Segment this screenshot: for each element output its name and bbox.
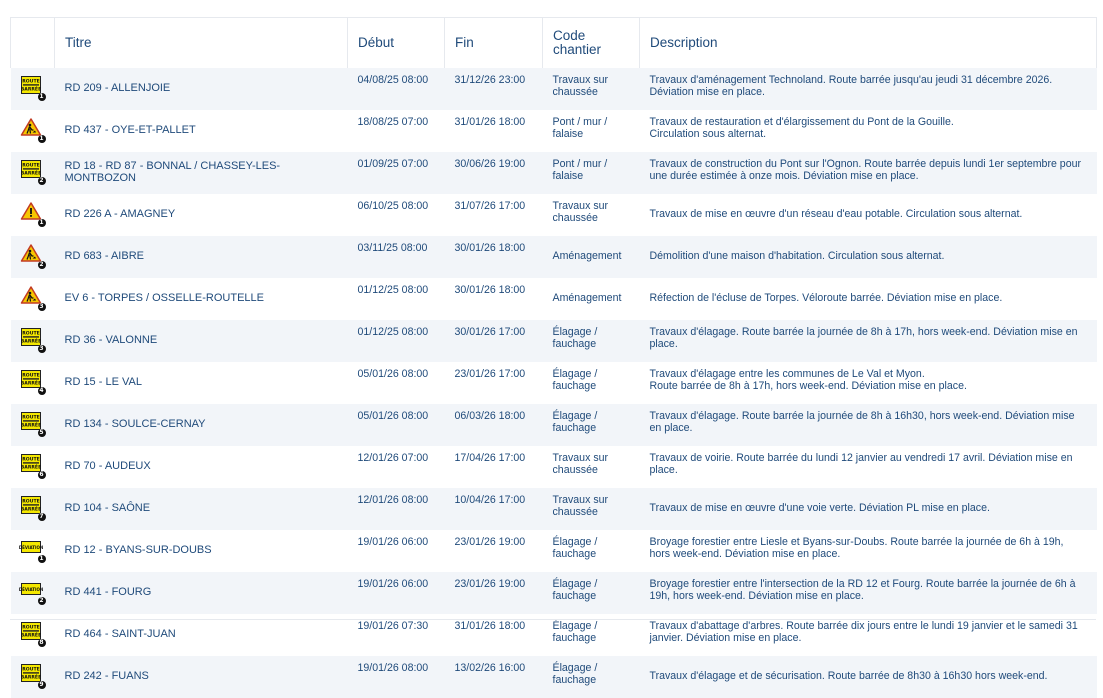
row-description [640,656,1097,698]
row-code-chantier: Aménagement [543,236,640,278]
row-description [640,362,1097,404]
row-fin: 23/01/26 17:00 [454,368,526,380]
row-fin: 17/04/26 17:00 [454,452,526,464]
row-fin: 31/01/26 18:00 [454,620,526,632]
row-debut: 12/01/26 07:00 [357,452,429,464]
description-line: janvier. Déviation mise en place. [649,631,802,644]
row-icon-cell [11,404,55,446]
icon-number-badge: 8 [39,639,44,647]
row-debut: 19/01/26 06:00 [357,536,429,548]
table-row[interactable] [11,194,1097,236]
icon-number-badge: 1 [39,135,44,143]
svg-text:ROUTE: ROUTE [21,79,40,85]
row-description [640,572,1097,614]
description-line: 19h, hors week-end. Déviation mise en place. [649,589,864,602]
row-titre[interactable]: RD 683 - AIBRE [55,236,348,278]
svg-text:ROUTE: ROUTE [21,373,40,379]
row-titre[interactable]: RD 464 - SAINT-JUAN [64,628,176,641]
table-row[interactable] [11,656,1097,698]
header-fin[interactable]: Fin [445,18,543,69]
row-icon-cell [11,278,55,320]
table-row[interactable] [11,572,1097,614]
row-description [640,278,1097,320]
row-icon-cell [11,362,55,404]
row-icon-cell [11,320,55,362]
row-fin: 31/12/26 23:00 [445,68,543,110]
svg-text:ROUTE: ROUTE [21,331,40,337]
svg-text:DÉVIATION: DÉVIATION [18,545,43,551]
icon-number-badge: 1 [39,555,44,563]
table-row[interactable] [11,404,1097,446]
description-line: Travaux de mise en œuvre d'une voie verte. Déviation PL mise en place. [649,502,990,515]
description-line: Travaux de voirie. Route barrée du lundi 12 janvier au vendredi 17 avril. Déviation mise en [649,452,1073,464]
header-code-chantier[interactable]: Code chantier [543,18,640,69]
description-line: Travaux d'abattage d'arbres. Route barrée dix jours entre le lundi 19 janvier et le samedi 31 [649,620,1078,632]
row-fin: 10/04/26 17:00 [445,488,543,530]
svg-text:BARRÉE: BARRÉE [20,507,41,513]
description-line: place. [649,337,678,350]
description-line: Déviation mise en place. [649,85,765,98]
row-fin: 30/01/26 17:00 [445,320,543,362]
description-line: Travaux d'élagage et de sécurisation. Route barrée de 8h30 à 16h30 hors week-end. [649,670,1048,683]
description-line: place. [649,463,678,476]
row-titre[interactable]: RD 15 - LE VAL [64,376,142,389]
description-line: Travaux de mise en œuvre d'un réseau d'eau potable. Circulation sous alternat. [649,208,1023,221]
row-debut: 01/09/25 07:00 [348,152,445,194]
description-line: Démolition d'une maison d'habitation. Circulation sous alternat. [649,250,945,263]
table-header-row [11,18,1097,69]
description-line: Travaux d'aménagement Technoland. Route barrée jusqu'au jeudi 31 décembre 2026. [649,74,1053,86]
row-icon-cell [11,614,55,656]
table-row[interactable] [11,530,1097,572]
route-barree-icon [20,76,44,101]
route-barree-icon [20,622,44,647]
table-row[interactable] [11,278,1097,320]
row-description [640,614,1097,656]
travaux-icon [21,118,44,143]
svg-text:DÉVIATION: DÉVIATION [18,587,43,593]
description-line: en place. [649,421,693,434]
row-code-chantier: Travaux sur chaussée [552,200,609,224]
row-description [640,530,1097,572]
row-description [640,446,1097,488]
row-description [640,404,1097,446]
row-debut: 18/08/25 07:00 [357,116,429,128]
icon-number-badge: 9 [39,681,44,689]
route-barree-icon [20,496,44,521]
deviation-icon [18,538,44,563]
header-description[interactable]: Description [640,18,1097,69]
icon-number-badge: 4 [39,387,44,395]
row-titre[interactable]: EV 6 - TORPES / OSSELLE-ROUTELLE [64,292,264,305]
row-code-chantier: Élagage / fauchage [552,536,598,560]
svg-text:ROUTE: ROUTE [21,163,40,169]
row-debut: 03/11/25 08:00 [348,236,445,278]
icon-number-badge: 6 [39,471,44,479]
row-fin: 31/01/26 18:00 [454,116,526,128]
row-code-chantier: Travaux sur chaussée [543,68,640,110]
row-code-chantier: Pont / mur / falaise [552,116,608,140]
svg-text:BARRÉE: BARRÉE [20,339,41,345]
travaux-icon [21,286,44,311]
header-icon [11,18,55,69]
row-description [640,110,1097,152]
route-barree-icon [20,412,44,437]
svg-text:BARRÉE: BARRÉE [20,87,41,93]
deviation-icon [18,580,44,605]
table-row[interactable] [11,488,1097,530]
row-description [640,68,1097,110]
description-line: Circulation sous alternat. [649,127,767,140]
row-titre[interactable]: RD 134 - SOULCE-CERNAY [55,404,348,446]
icon-number-badge: 1 [39,93,44,101]
row-titre[interactable]: RD 18 - RD 87 - BONNAL / CHASSEY-LES-MONTBOZON [55,152,348,194]
row-fin: 30/06/26 19:00 [445,152,543,194]
row-fin: 30/01/26 18:00 [445,236,543,278]
row-debut: 01/12/25 08:00 [348,320,445,362]
icon-number-badge: 7 [39,513,44,521]
roadworks-table [10,17,1097,698]
table-body [11,68,1097,698]
description-line: hors week-end. Déviation mise en place. [649,547,841,560]
row-fin: 06/03/26 18:00 [445,404,543,446]
roadworks-table-container [10,17,1096,698]
table-row[interactable] [11,446,1097,488]
row-debut: 12/01/26 08:00 [348,488,445,530]
row-icon-cell [11,446,55,488]
row-titre[interactable]: RD 12 - BYANS-SUR-DOUBS [64,544,212,557]
row-fin: 23/01/26 19:00 [454,536,526,548]
row-titre[interactable]: RD 441 - FOURG [55,572,348,614]
row-code-chantier: Travaux sur chaussée [552,452,609,476]
row-icon-cell [11,488,55,530]
table-row[interactable] [11,152,1097,194]
svg-text:ROUTE: ROUTE [21,415,40,421]
svg-text:BARRÉE: BARRÉE [20,171,41,177]
description-line: Broyage forestier entre Liesle et Byans-sur-Doubs. Route barrée la journée de 6h à 19h, [649,536,1064,548]
description-line: Travaux de restauration et d'élargissement du Pont de la Gouille. [649,116,954,128]
header-debut[interactable]: Début [348,18,445,69]
row-icon-cell [11,68,55,110]
row-code-chantier: Élagage / fauchage [543,656,640,698]
row-fin: 31/07/26 17:00 [454,200,526,212]
svg-text:ROUTE: ROUTE [21,499,40,505]
row-titre[interactable]: RD 437 - OYE-ET-PALLET [64,124,196,137]
row-description [640,152,1097,194]
icon-number-badge: 1 [39,219,44,227]
row-debut: 05/01/26 08:00 [357,368,429,380]
svg-text:BARRÉE: BARRÉE [20,381,41,387]
route-barree-icon [20,370,44,395]
row-description [640,194,1097,236]
row-code-chantier: Élagage / fauchage [552,620,598,644]
row-icon-cell [11,110,55,152]
route-barree-icon [20,328,44,353]
row-titre[interactable]: RD 36 - VALONNE [55,320,348,362]
row-debut: 05/01/26 08:00 [348,404,445,446]
row-titre[interactable]: RD 70 - AUDEUX [64,460,151,473]
svg-text:ROUTE: ROUTE [21,667,40,673]
description-line: Travaux de construction du Pont sur l'Ognon. Route barrée depuis lundi 1er septembre pour [649,158,1082,170]
svg-text:BARRÉE: BARRÉE [20,465,41,471]
description-line: Travaux d'élagage. Route barrée la journée de 8h à 16h30, hors week-end. Déviation mise [649,410,1075,422]
icon-number-badge: 3 [39,303,44,311]
row-description [640,488,1097,530]
description-line: Travaux d'élagage. Route barrée la journée de 8h à 17h, hors week-end. Déviation mise en [649,326,1078,338]
svg-text:BARRÉE: BARRÉE [20,675,41,681]
icon-number-badge: 5 [39,429,44,437]
header-titre[interactable]: Titre [55,18,348,69]
description-line: Broyage forestier entre l'intersection de la RD 12 et Fourg. Route barrée la journée de 6h à [649,578,1076,590]
icon-number-badge: 2 [39,177,44,185]
table-row[interactable] [11,68,1097,110]
row-titre[interactable]: RD 209 - ALLENJOIE [55,68,348,110]
row-fin: 23/01/26 19:00 [445,572,543,614]
route-barree-icon [20,160,44,185]
row-debut: 19/01/26 07:30 [357,620,429,632]
icon-number-badge: 2 [39,261,44,269]
row-icon-cell [11,656,55,698]
row-debut: 06/10/25 08:00 [357,200,429,212]
bottom-divider [10,619,1096,620]
row-titre[interactable]: RD 242 - FUANS [55,656,348,698]
row-icon-cell [11,152,55,194]
row-fin: 30/01/26 18:00 [454,284,526,296]
icon-number-badge: 3 [39,345,44,353]
row-code-chantier: Élagage / fauchage [543,320,640,362]
table-row[interactable] [11,110,1097,152]
row-icon-cell [11,236,55,278]
row-code-chantier: Travaux sur chaussée [543,488,640,530]
description-line: Réfection de l'écluse de Torpes. Véloroute barrée. Déviation mise en place. [649,292,1003,305]
row-debut: 19/01/26 06:00 [348,572,445,614]
row-description [640,320,1097,362]
svg-text:BARRÉE: BARRÉE [20,423,41,429]
row-code-chantier: Élagage / fauchage [543,404,640,446]
row-icon-cell [11,572,55,614]
row-debut: 01/12/25 08:00 [357,284,429,296]
table-row[interactable] [11,362,1097,404]
row-code-chantier: Aménagement [552,292,622,305]
route-barree-icon [20,664,44,689]
row-icon-cell [11,194,55,236]
danger-icon [21,202,44,227]
icon-number-badge: 2 [39,597,44,605]
row-fin: 13/02/26 16:00 [445,656,543,698]
description-line: Route barrée de 8h à 17h, hors week-end. Déviation mise en place. [649,379,967,392]
table-row[interactable] [11,320,1097,362]
row-debut: 19/01/26 08:00 [348,656,445,698]
svg-text:BARRÉE: BARRÉE [20,633,41,639]
row-code-chantier: Élagage / fauchage [552,368,598,392]
table-row[interactable] [11,614,1097,656]
svg-text:ROUTE: ROUTE [21,625,40,631]
route-barree-icon [20,454,44,479]
table-row[interactable] [11,236,1097,278]
row-titre[interactable]: RD 226 A - AMAGNEY [64,208,176,221]
row-code-chantier: Élagage / fauchage [543,572,640,614]
row-titre[interactable]: RD 104 - SAÔNE [55,488,348,530]
row-icon-cell [11,530,55,572]
row-code-chantier: Pont / mur / falaise [543,152,640,194]
travaux-icon [21,244,44,269]
description-line: une durée estimée à onze mois. Déviation mise en place. [649,169,919,182]
description-line: Travaux d'élagage entre les communes de Le Val et Myon. [649,368,925,380]
row-description [640,236,1097,278]
row-debut: 04/08/25 08:00 [348,68,445,110]
svg-text:ROUTE: ROUTE [21,457,40,463]
